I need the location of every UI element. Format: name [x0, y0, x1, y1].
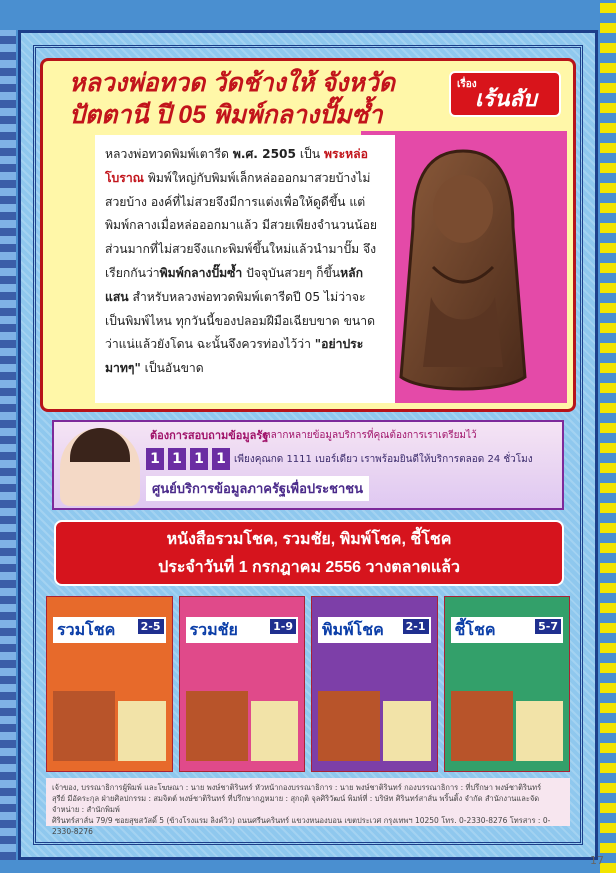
cover-image: [186, 691, 248, 761]
article-highlight: พิมพ์กลางปั๊มซ้ำ: [159, 265, 243, 280]
headline-line-1: หลวงพ่อทวด วัดช้างให้ จังหวัด: [69, 69, 395, 97]
footer-line: สุรีย์ มีอัคระกุล ฝ่ายศิลปกรรม : สมจิตต์ พงษ์ชาติรินทร์ ที่ปรึกษากฎหมาย : สุกฤติ จุลศิริวัฒน์ พิมพ์ที่ : บริษัท ศิรินทร์สาส์น พริ้นติ้ง จำกัด สำนักงานและจัดจำหน่าย : สำนักพิมพ์: [52, 794, 540, 814]
book-title: พิมพ์โชค: [318, 617, 431, 643]
digit: 1: [168, 448, 186, 470]
article-text-part: เป็น: [296, 147, 324, 161]
publisher-footer: [46, 778, 570, 836]
announcement-box: [54, 520, 564, 586]
book-cover: [311, 596, 438, 772]
column-logo: [449, 71, 561, 117]
article-text-part: ปัจจุบันสวยๆ ก็ขึ้น: [242, 265, 341, 280]
cover-image: [118, 701, 165, 761]
footer-line: เจ้าของ, บรรณาธิการผู้พิมพ์ และโฆษณา : นาย พงษ์ชาติรินทร์ หัวหน้ากองบรรณาธิการ : นาย พงษ์ชาติรินทร์ กองบรรณาธิการ : ที่ปรึกษา พงษ์ชาติรินทร์: [52, 783, 542, 792]
headline-line-2: ปัตตานี ปี 05 พิมพ์กลางปั๊มซ้ำ: [69, 101, 383, 129]
cover-image: [383, 701, 430, 761]
page-number: 17: [590, 854, 604, 867]
book-title: รวมโชค: [53, 617, 166, 643]
hotline-text: เพียงคุณกด 1111 เบอร์เดียว เราพร้อมยินดีให้บริการตลอด 24 ชั่วโมง: [234, 454, 533, 465]
logo-small-text: เรื่อง: [457, 79, 477, 90]
article-headline: [69, 67, 449, 131]
digit: 1: [146, 448, 164, 470]
article-year: พ.ศ. 2505: [232, 147, 297, 161]
book-number: 1-9: [270, 619, 296, 634]
woman-photo: [60, 428, 140, 506]
cover-image: [451, 691, 513, 761]
article-text: [95, 135, 395, 403]
cover-image: [516, 701, 563, 761]
book-cover: [179, 596, 306, 772]
cover-image: [318, 691, 380, 761]
article-highlight: พระหล่อโบราณ: [105, 147, 368, 185]
book-number: 2-5: [138, 619, 164, 634]
hair-shape: [70, 428, 130, 462]
service-center-label: ศูนย์บริการข้อมูลภาครัฐเพื่อประชาชน: [146, 476, 369, 501]
book-cover: [46, 596, 173, 772]
hotline-banner: [52, 420, 564, 510]
binding-edge: [0, 30, 16, 860]
book-title: รวมชัย: [186, 617, 299, 643]
amulet-image: [383, 147, 543, 397]
page-edge-stripe: [600, 0, 616, 873]
book-covers: [46, 596, 570, 772]
announcement-line-1: หนังสือรวมโชค, รวมชัย, พิมพ์โชค, ชี้โชค: [166, 531, 452, 548]
article-text-part: เป็นอันขาด: [140, 361, 204, 376]
banner-title: ต้องการสอบถามข้อมูลรัฐ: [150, 429, 269, 442]
book-cover: [444, 596, 571, 772]
article-panel: [40, 58, 576, 412]
footer-line: ศิรินทร์สาส์น 79/9 ซอยสุขสวัสดิ์ 5 (ข้างโรงแรม ลิงค์วิว) ถนนศรีนครินทร์ แขวงหนองบอน เขตประเวศ กรุงเทพฯ 10250 โทร. 0-2330-8276 โทรสาร : 0-2330-8276: [52, 816, 551, 836]
book-number: 2-1: [403, 619, 429, 634]
digit: 1: [190, 448, 208, 470]
digit: 1: [212, 448, 230, 470]
logo-big-text: เร้นลับ: [475, 87, 537, 112]
book-number: 5-7: [535, 619, 561, 634]
article-highlight: "อย่าประมาทๆ": [105, 337, 364, 376]
article-text-part: สำหรับหลวงพ่อทวดพิมพ์เตารีดปี 05 ไม่ว่าจะเป็นพิมพ์ไหน ทุกวันนี้ของปลอมฝีมือเฉียบขาด ขนาดว่าแน่แล้วยังโดน ฉะนั้นจึงควรท่องไว้ว่า: [105, 289, 376, 352]
hotline-digits: [146, 448, 230, 470]
article-text-part: หลวงพ่อทวดพิมพ์เตารีด: [105, 147, 233, 161]
article-text-part: พิมพ์ใหญ่กับพิมพ์เล็กหล่อออกมาสวยบ้างไม่สวยบ้าง องค์ที่ไม่สวยจึงมีการแต่งเพื่อให้ดูดีขึ้น แต่พิมพ์กลางเมื่อหล่อออกมาแล้ว มีสวยเพียงจำนวนน้อย ส่วนมากที่ไม่สวยจึงแกะพิมพ์ขึ้นใหม่แล้วนำมาปั๊ม จึงเรียกกันว่า: [105, 170, 378, 280]
cover-image: [251, 701, 298, 761]
book-title: ชี้โชค: [451, 617, 564, 643]
announcement-line-2: ประจำวันที่ 1 กรกฎาคม 2556 วางตลาดแล้ว: [158, 559, 460, 576]
banner-subtitle: หลากหลายข้อมูลบริการที่คุณต้องการเราเตรียมไว้: [264, 430, 477, 441]
article-highlight: หลักแสน: [105, 265, 364, 304]
cover-image: [53, 691, 115, 761]
